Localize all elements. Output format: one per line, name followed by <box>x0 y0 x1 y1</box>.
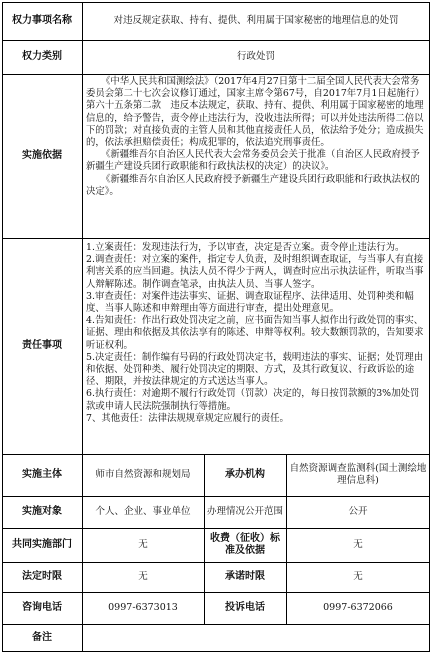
disclosure-scope-label: 办理情况公开范围 <box>207 506 284 517</box>
fee-standard-value: 无 <box>353 539 363 550</box>
item-name-value: 对违反规定获取、持有、提供、利用属于国家秘密的地理信息的处罚 <box>113 15 399 26</box>
responsibility-item: 3.审查责任：对案件违法事实、证据、调查取证程序、法律适用、处罚种类和幅度、当事人陈述和申辩理由等方面进行审查，提出处理意见。 <box>86 290 414 315</box>
responsibility-item: 7、其他责任：法律法规规章规定应履行的责任。 <box>86 412 289 424</box>
legal-basis-paragraph: 《新疆维吾尔自治区人民政府授予新疆生产建设兵团行政职能和行政执法权的决定》。 <box>86 173 420 197</box>
inquiry-phone-value: 0997-6373013 <box>108 602 178 613</box>
legal-basis-label: 实施依据 <box>22 150 62 161</box>
power-category-label: 权力类别 <box>22 51 62 62</box>
remarks-label: 备注 <box>32 632 52 643</box>
target-object-value: 个人、企业、事业单位 <box>95 506 191 517</box>
item-name-label: 权力事项名称 <box>12 15 72 26</box>
responsibility-item: 4.告知责任：作出行政处罚决定之前，应书面告知当事人拟作出行政处罚的事实、证据、理由和依据及其依法享有的陈述、申辩等权利。较大数额罚款的，告知要求听证权利。 <box>86 315 424 351</box>
fee-standard-label: 收费（征收）标准及依据 <box>210 533 280 556</box>
power-category-value: 行政处罚 <box>236 51 275 62</box>
implementing-body-value: 师市自然资源和规划局 <box>95 469 191 480</box>
joint-departments-label: 共同实施部门 <box>12 539 72 550</box>
disclosure-scope-value: 公开 <box>348 506 368 517</box>
responsibility-item: 1.立案责任：发现违法行为，予以审查，决定是否立案。责令停止违法行为。 <box>86 242 405 253</box>
target-object-label: 实施对象 <box>22 506 62 517</box>
complaint-phone-value: 0997-6372066 <box>323 602 393 613</box>
promised-time-limit-value: 无 <box>353 571 363 582</box>
legal-time-limit-label: 法定时限 <box>22 571 62 582</box>
responsibilities-label: 责任事项 <box>22 340 62 351</box>
responsibility-item: 2.调查责任：对立案的案件，指定专人负责，及时组织调查取证，与当事人有直接利害关系的应当回避。执法人员不得少于两人，调查时应出示执法证件，听取当事人辩解陈述。制作调查笔录，由执法人员、当事人签字。 <box>86 254 424 290</box>
responsibility-item: 6.执行责任：对逾期不履行行政处罚（罚款）决定的，每日按罚款额的3%加处罚款或申请人民法院强制执行等措施。 <box>86 388 420 412</box>
responsibilities-text <box>82 238 430 454</box>
remarks-value <box>82 624 430 652</box>
legal-basis-text <box>82 74 430 238</box>
legal-time-limit-value: 无 <box>138 571 148 582</box>
handling-agency-label: 承办机构 <box>225 469 265 480</box>
legal-basis-paragraph: 《新疆维吾尔自治区人民代表大会常务委员会关于批准（自治区人民政府授予新疆生产建设兵团行政职能和行政执法权的决定）的决议》。 <box>86 149 420 173</box>
legal-basis-paragraph: 《中华人民共和国测绘法》（2017年4月27日第十二届全国人民代表大会常务委员会第二十七次会议修订通过，国家主席令第67号，自2017年7月1日起施行）第六十五条第二款 违反本法规定，获取、持有、提供、利用属于国家秘密的地理信息的，给予警告，责令停止违法行为，没收违法所得；可以并处违法所得二倍以下的罚款；对直接负责的主管人员和其他直接责任人员，依法给予处分；造成损失的，依法承担赔偿责任；构成犯罪的，依法追究刑事责任。 <box>86 76 425 149</box>
complaint-phone-label: 投诉电话 <box>225 602 265 613</box>
joint-departments-value: 无 <box>138 539 148 550</box>
responsibility-item: 5.决定责任：制作编有号码的行政处罚决定书，载明违法的事实、证据；处罚理由和依据、处罚种类、履行处罚决定的期限、方式，及其行政复议、行政诉讼的途径、期限，并按法律规定的方式送达当事人。 <box>86 351 424 388</box>
inquiry-phone-label: 咨询电话 <box>22 602 62 613</box>
implementing-body-label: 实施主体 <box>22 469 62 480</box>
promised-time-limit-label: 承诺时限 <box>225 571 265 582</box>
handling-agency-value: 自然资源调查监测科(国土测绘地理信息科) <box>289 463 427 486</box>
power-item-table <box>2 2 430 652</box>
